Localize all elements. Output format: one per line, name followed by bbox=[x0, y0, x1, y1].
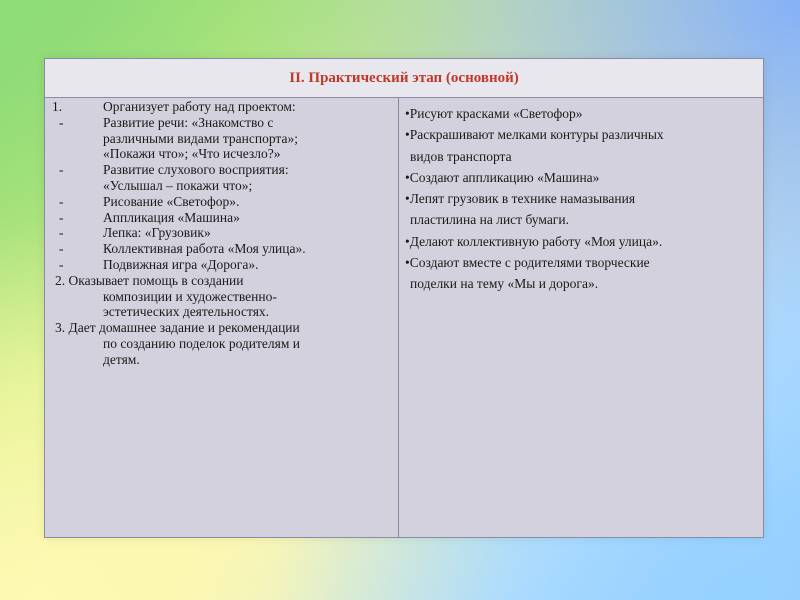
sub-list-item bbox=[45, 194, 397, 210]
sub-item-line: «Покажи что»; «Что исчезло?» bbox=[103, 146, 281, 162]
sub-item-line: различными видами транспорта»; bbox=[103, 130, 298, 146]
bullet-line: •Создают аппликацию «Машина» bbox=[405, 169, 600, 185]
sub-item-line: «Услышал – покажи что»; bbox=[103, 177, 253, 193]
sub-list-item bbox=[45, 162, 397, 194]
bullet-item bbox=[399, 167, 761, 188]
bullet-item bbox=[399, 103, 761, 124]
bullet-line: •Создают вместе с родителями творческие bbox=[405, 255, 650, 271]
item-line: 3. Дает домашнее задание и рекомендации bbox=[55, 320, 300, 336]
bullet-item bbox=[399, 124, 761, 167]
sub-item-line: Подвижная игра «Дорога». bbox=[103, 256, 259, 272]
dash-marker: - bbox=[59, 114, 64, 130]
dash-marker: - bbox=[59, 241, 64, 257]
sub-list-item bbox=[45, 210, 397, 226]
item-line: детям. bbox=[103, 351, 140, 367]
sub-list-item bbox=[45, 225, 397, 241]
dash-marker: - bbox=[59, 225, 64, 241]
item-line: эстетических деятельностях. bbox=[103, 304, 270, 320]
bullet-item bbox=[399, 252, 761, 295]
dash-marker: - bbox=[59, 209, 64, 225]
sub-list-item bbox=[45, 241, 397, 257]
bullet-line: •Рисуют красками «Светофор» bbox=[405, 106, 583, 121]
list-item bbox=[45, 320, 397, 367]
bullet-line: пластилина на лист бумаги. bbox=[410, 212, 569, 228]
sub-item-line: Развитие слухового восприятия: bbox=[103, 162, 289, 178]
list-item bbox=[45, 99, 397, 115]
table-header-row bbox=[45, 59, 763, 98]
item-line: 2. Оказывает помощь в создании bbox=[55, 272, 244, 288]
item-line: композиции и художественно- bbox=[103, 288, 277, 304]
item-line: по созданию поделок родителям и bbox=[103, 335, 301, 351]
bullet-line: видов транспорта bbox=[410, 148, 512, 164]
sub-list-item bbox=[45, 257, 397, 273]
sub-item-line: Рисование «Светофор». bbox=[103, 193, 240, 209]
sub-item-line: Коллективная работа «Моя улица». bbox=[103, 241, 306, 257]
bullet-item bbox=[399, 231, 761, 252]
bullet-line: •Лепят грузовик в технике намазывания bbox=[405, 191, 636, 207]
bullet-line: •Раскрашивают мелками контуры различных bbox=[405, 127, 664, 143]
dash-marker: - bbox=[59, 193, 64, 209]
content-table bbox=[44, 58, 764, 538]
children-actions-column bbox=[399, 103, 761, 295]
stage-title: II. Практический этап (основной) bbox=[289, 69, 519, 86]
sub-item-line: Развитие речи: «Знакомство с bbox=[103, 114, 274, 130]
dash-marker: - bbox=[59, 162, 64, 178]
sub-list-item bbox=[45, 115, 397, 162]
list-item bbox=[45, 273, 397, 320]
teacher-actions-column bbox=[45, 99, 397, 368]
bullet-line: •Делают коллективную работу «Моя улица». bbox=[405, 233, 663, 249]
sub-item-line: Аппликация «Машина» bbox=[103, 209, 240, 225]
sub-item-line: Лепка: «Грузовик» bbox=[103, 225, 211, 241]
bullet-line: поделки на тему «Мы и дорога». bbox=[410, 276, 599, 292]
list-item-text: Организует работу над проектом: bbox=[103, 99, 296, 114]
list-number: 1. bbox=[52, 99, 63, 114]
dash-marker: - bbox=[59, 256, 64, 272]
bullet-item bbox=[399, 188, 761, 231]
